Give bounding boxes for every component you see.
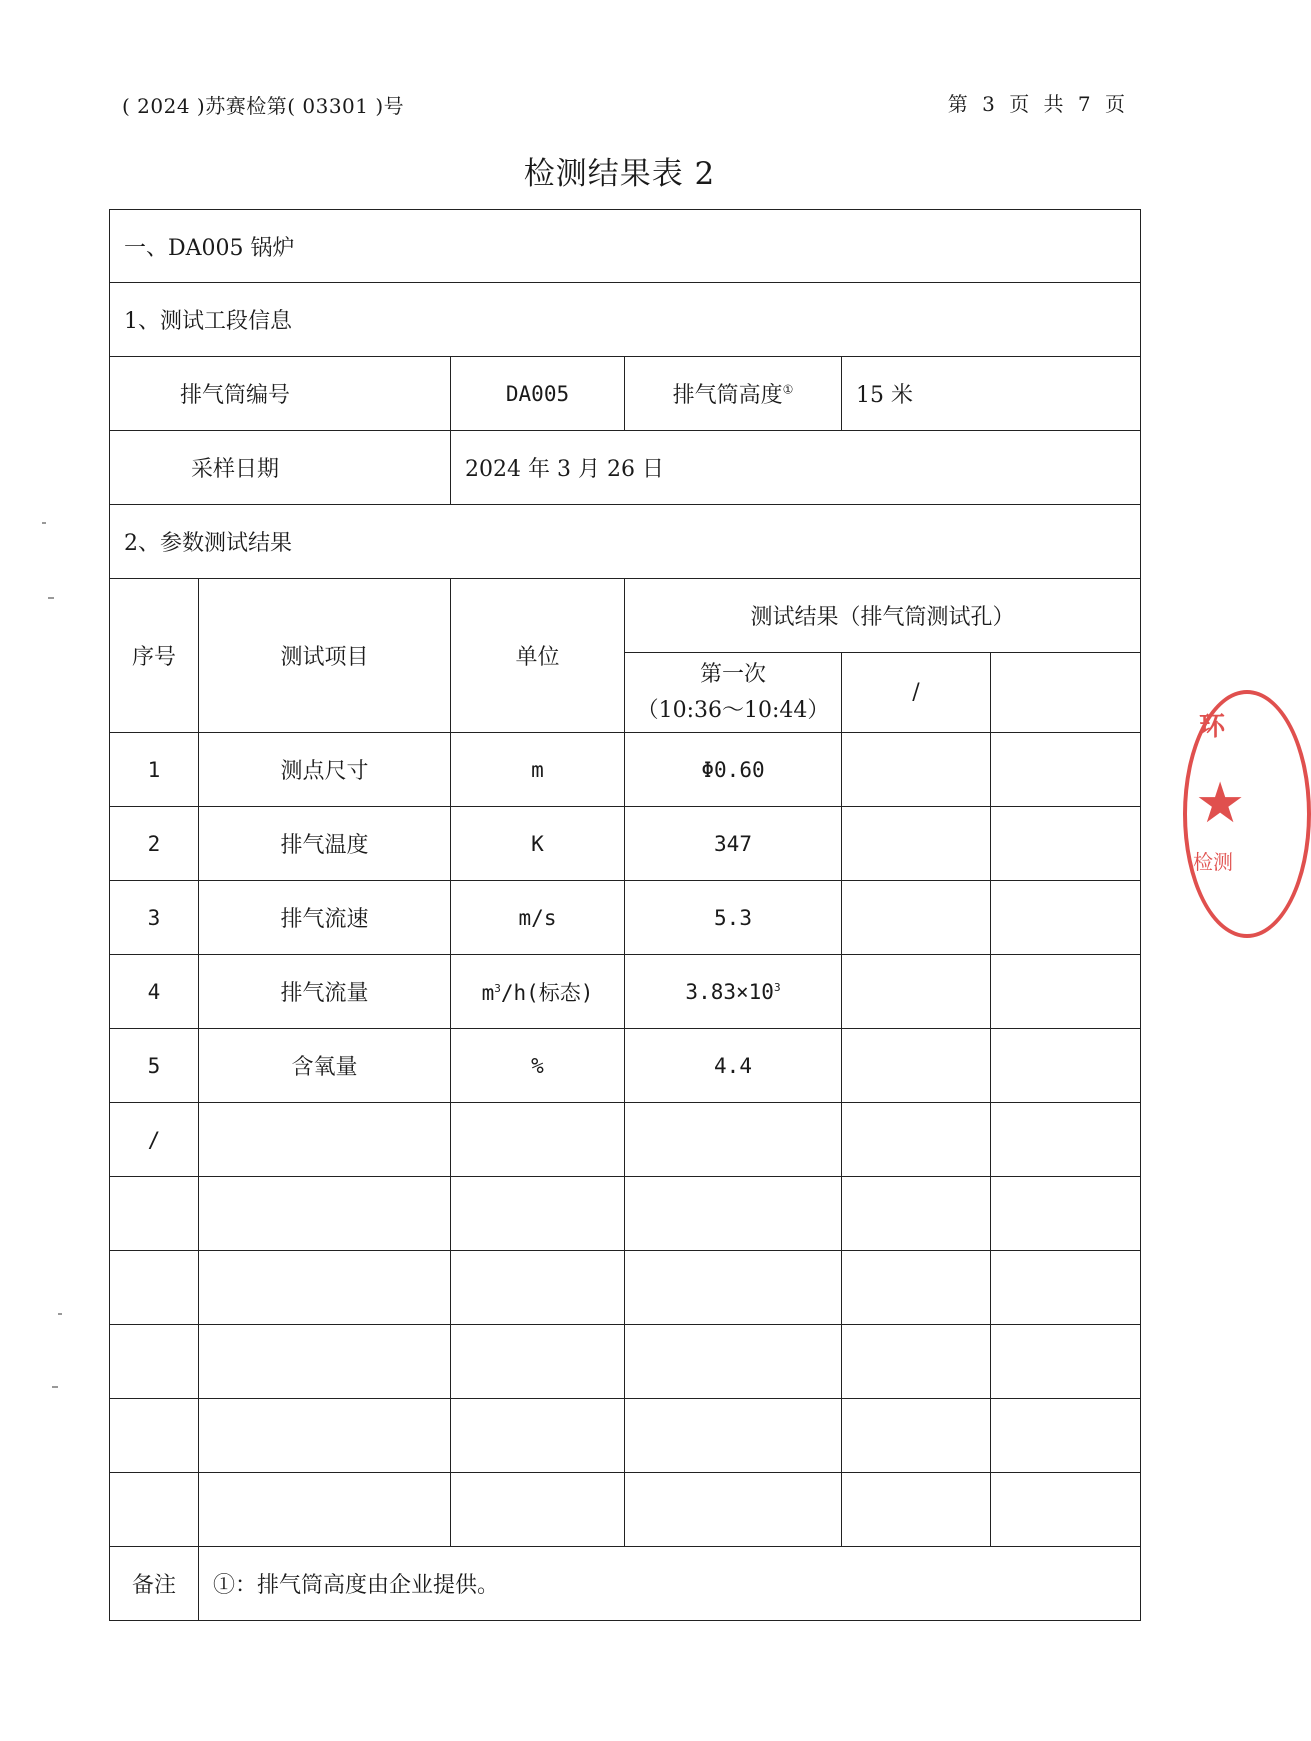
official-seal	[1183, 690, 1311, 938]
seal-star-icon: ★	[1195, 771, 1246, 836]
row-first-value	[625, 955, 842, 1029]
blank-cell	[842, 1251, 991, 1325]
blank-cell	[842, 1399, 991, 1473]
table-row	[110, 881, 1141, 955]
row-empty-cell	[991, 1103, 1141, 1177]
row-empty-cell	[991, 807, 1141, 881]
row-empty-cell	[991, 881, 1141, 955]
col-header-no: 序号	[110, 579, 199, 733]
blank-cell	[451, 1399, 625, 1473]
row-unit: m	[451, 733, 625, 807]
blank-cell	[991, 1325, 1141, 1399]
row-empty-cell	[991, 1029, 1141, 1103]
col-header-first-title: 第一次	[699, 661, 766, 687]
col-header-first	[625, 653, 842, 733]
unit-sup: 3	[494, 981, 501, 995]
table-row	[110, 807, 1141, 881]
blank-cell	[199, 1399, 451, 1473]
stack-height-label-text: 排气筒高度	[672, 383, 783, 408]
blank-cell	[991, 1473, 1141, 1547]
blank-cell	[451, 1325, 625, 1399]
blank-row	[110, 1399, 1141, 1473]
stack-height-label	[625, 357, 842, 431]
row-empty-cell	[991, 733, 1141, 807]
row-unit	[451, 955, 625, 1029]
blank-cell	[625, 1177, 842, 1251]
row-item	[199, 1103, 451, 1177]
blank-cell	[625, 1473, 842, 1547]
blank-cell	[199, 1325, 451, 1399]
row-empty-cell	[842, 1103, 991, 1177]
remark-label: 备注	[110, 1547, 199, 1621]
stack-info-row	[110, 357, 1141, 431]
col-header-unit: 单位	[451, 579, 625, 733]
seal-text-mid: 检测	[1193, 850, 1233, 874]
blank-row	[110, 1325, 1141, 1399]
blank-cell	[110, 1177, 199, 1251]
sampling-date-label	[110, 431, 451, 505]
scan-speck	[48, 597, 54, 599]
value-pre: 3.83×10	[685, 979, 774, 1004]
sampling-date-label-text: 采样日期	[190, 457, 279, 482]
blank-cell	[991, 1399, 1141, 1473]
row-no: 1	[110, 733, 199, 807]
value-sup: 3	[773, 980, 781, 994]
blank-cell	[110, 1473, 199, 1547]
blank-cell	[110, 1251, 199, 1325]
row-unit: K	[451, 807, 625, 881]
blank-cell	[625, 1325, 842, 1399]
blank-cell	[451, 1177, 625, 1251]
table-row	[110, 955, 1141, 1029]
unit-pre: m	[481, 980, 495, 1005]
blank-cell	[842, 1177, 991, 1251]
row-empty-cell	[842, 733, 991, 807]
row-no: 3	[110, 881, 199, 955]
table-row	[110, 733, 1141, 807]
blank-cell	[991, 1177, 1141, 1251]
row-first-value: Φ0.60	[625, 733, 842, 807]
sampling-date-row	[110, 431, 1141, 505]
col-header-first-time: （10:36～10:44）	[636, 697, 830, 723]
results-table	[109, 209, 1141, 579]
blank-row	[110, 1177, 1141, 1251]
table-row	[110, 1029, 1141, 1103]
report-number: ( 2024 )苏赛检第( 03301 )号	[122, 94, 405, 118]
stack-id-value: DA005	[451, 357, 625, 431]
row-no: 5	[110, 1029, 199, 1103]
scan-speck	[52, 1386, 58, 1388]
col-header-group: 测试结果（排气筒测试孔）	[625, 579, 1141, 653]
blank-cell	[451, 1251, 625, 1325]
row-empty-cell	[842, 881, 991, 955]
row-empty-cell	[991, 955, 1141, 1029]
col-header-empty	[991, 653, 1141, 733]
blank-cell	[110, 1399, 199, 1473]
row-no: 4	[110, 955, 199, 1029]
sampling-date-value: 2024 年 3 月 26 日	[451, 431, 1141, 505]
remark-text: ①：排气筒高度由企业提供。	[199, 1547, 1141, 1621]
page-title: 检测结果表 2	[523, 156, 716, 192]
blank-cell	[991, 1251, 1141, 1325]
blank-cell	[451, 1473, 625, 1547]
row-item: 含氧量	[199, 1029, 451, 1103]
row-first-value: 347	[625, 807, 842, 881]
scan-speck	[42, 522, 46, 524]
row-unit: %	[451, 1029, 625, 1103]
blank-cell	[110, 1325, 199, 1399]
parameter-table	[109, 578, 1141, 1621]
col-header-item: 测试项目	[199, 579, 451, 733]
row-empty-cell	[842, 955, 991, 1029]
row-first-value: 4.4	[625, 1029, 842, 1103]
blank-cell	[199, 1177, 451, 1251]
row-first-value: 5.3	[625, 881, 842, 955]
stack-id-label	[110, 357, 451, 431]
page-number: 第 3 页 共 7 页	[947, 92, 1129, 116]
subsection-stack-info: 1、测试工段信息	[110, 283, 1141, 357]
col-header-slash: /	[842, 653, 991, 733]
row-empty-cell	[842, 1029, 991, 1103]
blank-cell	[842, 1473, 991, 1547]
scan-speck	[58, 1313, 62, 1315]
blank-cell	[842, 1325, 991, 1399]
row-first-value	[625, 1103, 842, 1177]
row-no: 2	[110, 807, 199, 881]
blank-cell	[625, 1399, 842, 1473]
blank-cell	[199, 1251, 451, 1325]
row-empty-cell	[842, 807, 991, 881]
row-item: 排气温度	[199, 807, 451, 881]
footnote-mark: ①	[782, 382, 794, 397]
blank-cell	[199, 1473, 451, 1547]
stack-height-value: 15 米	[842, 357, 1141, 431]
unit-post: /h(标态)	[500, 980, 594, 1005]
blank-cell	[625, 1251, 842, 1325]
subsection-results: 2、参数测试结果	[110, 505, 1141, 579]
seal-text-top: 环	[1199, 712, 1226, 742]
blank-row	[110, 1251, 1141, 1325]
stack-id-label-text: 排气筒编号	[179, 383, 290, 408]
remark-row	[110, 1547, 1141, 1621]
row-item: 排气流速	[199, 881, 451, 955]
section-heading: 一、DA005 锅炉	[110, 210, 1141, 283]
blank-row	[110, 1473, 1141, 1547]
row-no: /	[110, 1103, 199, 1177]
row-unit	[451, 1103, 625, 1177]
row-item: 排气流量	[199, 955, 451, 1029]
row-item: 测点尺寸	[199, 733, 451, 807]
row-unit: m/s	[451, 881, 625, 955]
table-row	[110, 1103, 1141, 1177]
